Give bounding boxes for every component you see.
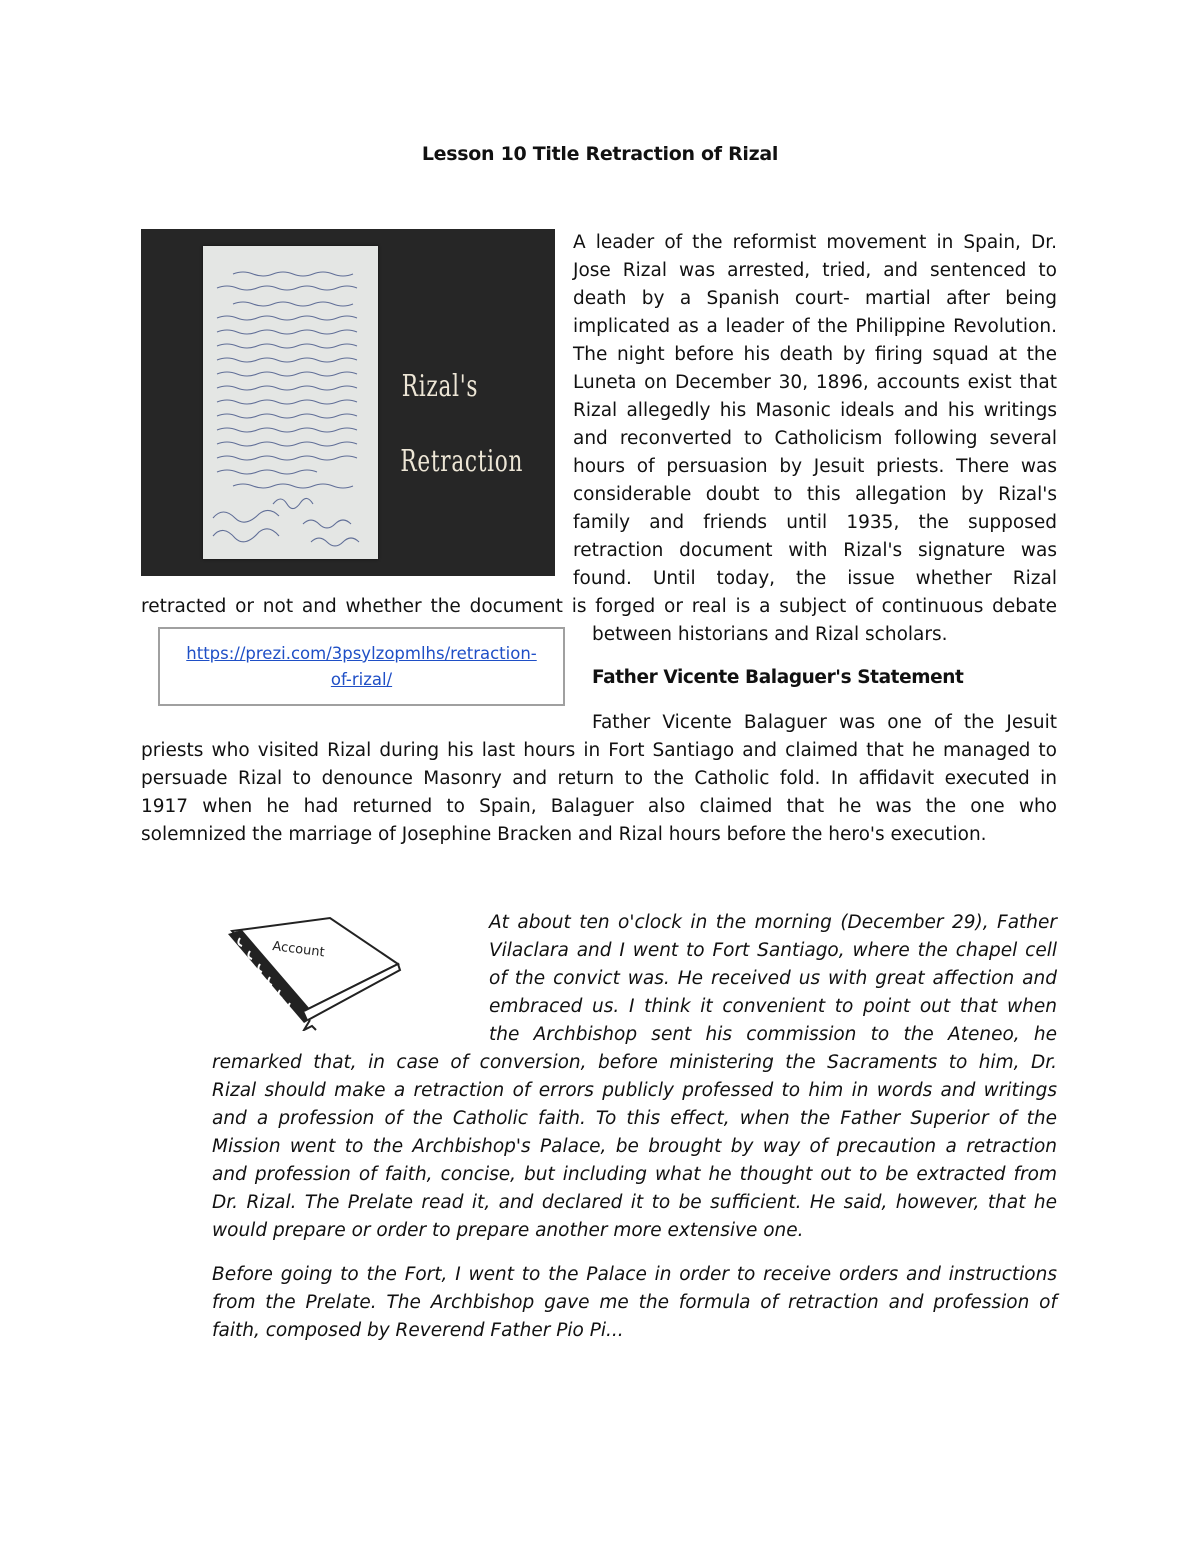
text-line: hours of persuasion by Jesuit priests. There was [573,456,1057,477]
text-line: At about ten o'clock in the morning (December 29), Father [489,912,1057,933]
section-heading: Father Vicente Balaguer's Statement [592,667,964,688]
text-line: faith, composed by Reverend Father Pio Pi... [212,1320,624,1341]
caption-line-2: Retraction [400,444,524,479]
text-line: priests who visited Rizal during his last hours in Fort Santiago and claimed that he managed to [141,740,1057,761]
retraction-image [141,229,555,576]
text-line: and a profession of the Catholic faith. To this effect, when the Father Superior of the [212,1108,1057,1129]
text-line: from the Prelate. The Archbishop gave me the formula of retraction and profession of [212,1292,1057,1313]
text-line: A leader of the reformist movement in Spain, Dr. [573,232,1057,253]
link-line-2: of-rizal/ [330,670,393,689]
text-line: embraced us. I think it convenient to point out that when [489,996,1057,1017]
text-line: found. Until today, the issue whether Rizal [573,568,1057,589]
prezi-link[interactable] [186,644,536,689]
book-icon [220,916,410,1031]
retraction-document-photo [203,246,378,559]
text-line: would prepare or order to prepare another more extensive one. [212,1220,804,1241]
link-line-1: https://prezi.com/3psylzopmlhs/retraction- [186,644,537,663]
text-line: Mission went to the Archbishop's Palace, be brought by way of precaution a retraction [212,1136,1057,1157]
text-line: Luneta on December 30, 1896, accounts exist that [573,372,1057,393]
text-line: retracted or not and whether the document is forged or real is a subject of continuous debate [141,596,1057,617]
text-line: solemnized the marriage of Josephine Bracken and Rizal hours before the hero's execution. [141,824,987,845]
handwriting-scribbles [203,246,378,559]
text-line: The night before his death by firing squad at the [573,344,1057,365]
text-line: implicated as a leader of the Philippine Revolution. [573,316,1057,337]
text-line: and reconverted to Catholicism following several [573,428,1057,449]
text-line: Father Vicente Balaguer was one of the Jesuit [592,712,1057,733]
text-line: the Archbishop sent his commission to the Ateneo, he [489,1024,1057,1045]
text-line: and profession of faith, concise, but including what he thought out to be extracted from [212,1164,1057,1185]
text-line: Jose Rizal was arrested, tried, and sentenced to [573,260,1057,281]
text-line: family and friends until 1935, the supposed [573,512,1057,533]
page-title: Lesson 10 Title Retraction of Rizal [421,143,779,165]
text-line: considerable doubt to this allegation by Rizal's [573,484,1057,505]
text-line: 1917 when he had returned to Spain, Balaguer also claimed that he was the one who [141,796,1057,817]
text-line: persuade Rizal to denounce Masonry and return to the Catholic fold. In affidavit executed in [141,768,1057,789]
text-line: retraction document with Rizal's signature was [573,540,1057,561]
retraction-caption [385,349,524,499]
text-line: of the convict was. He received us with great affection and [489,968,1057,989]
text-line: Before going to the Fort, I went to the Palace in order to receive orders and instructions [212,1264,1057,1285]
text-line: remarked that, in case of conversion, before ministering the Sacraments to him, Dr. [212,1052,1057,1073]
text-line: death by a Spanish court- martial after being [573,288,1057,309]
text-line: Dr. Rizal. The Prelate read it, and declared it to be sufficient. He said, however, that he [212,1192,1057,1213]
text-line: between historians and Rizal scholars. [592,624,948,645]
book-label: Account [271,939,326,961]
text-line: Rizal allegedly his Masonic ideals and his writings [573,400,1057,421]
text-line: Vilaclara and I went to Fort Santiago, where the chapel cell [489,940,1057,961]
link-box [158,627,565,706]
text-line: Rizal should make a retraction of errors publicly professed to him in words and writings [212,1080,1057,1101]
caption-line-1: Rizal's [401,369,479,404]
